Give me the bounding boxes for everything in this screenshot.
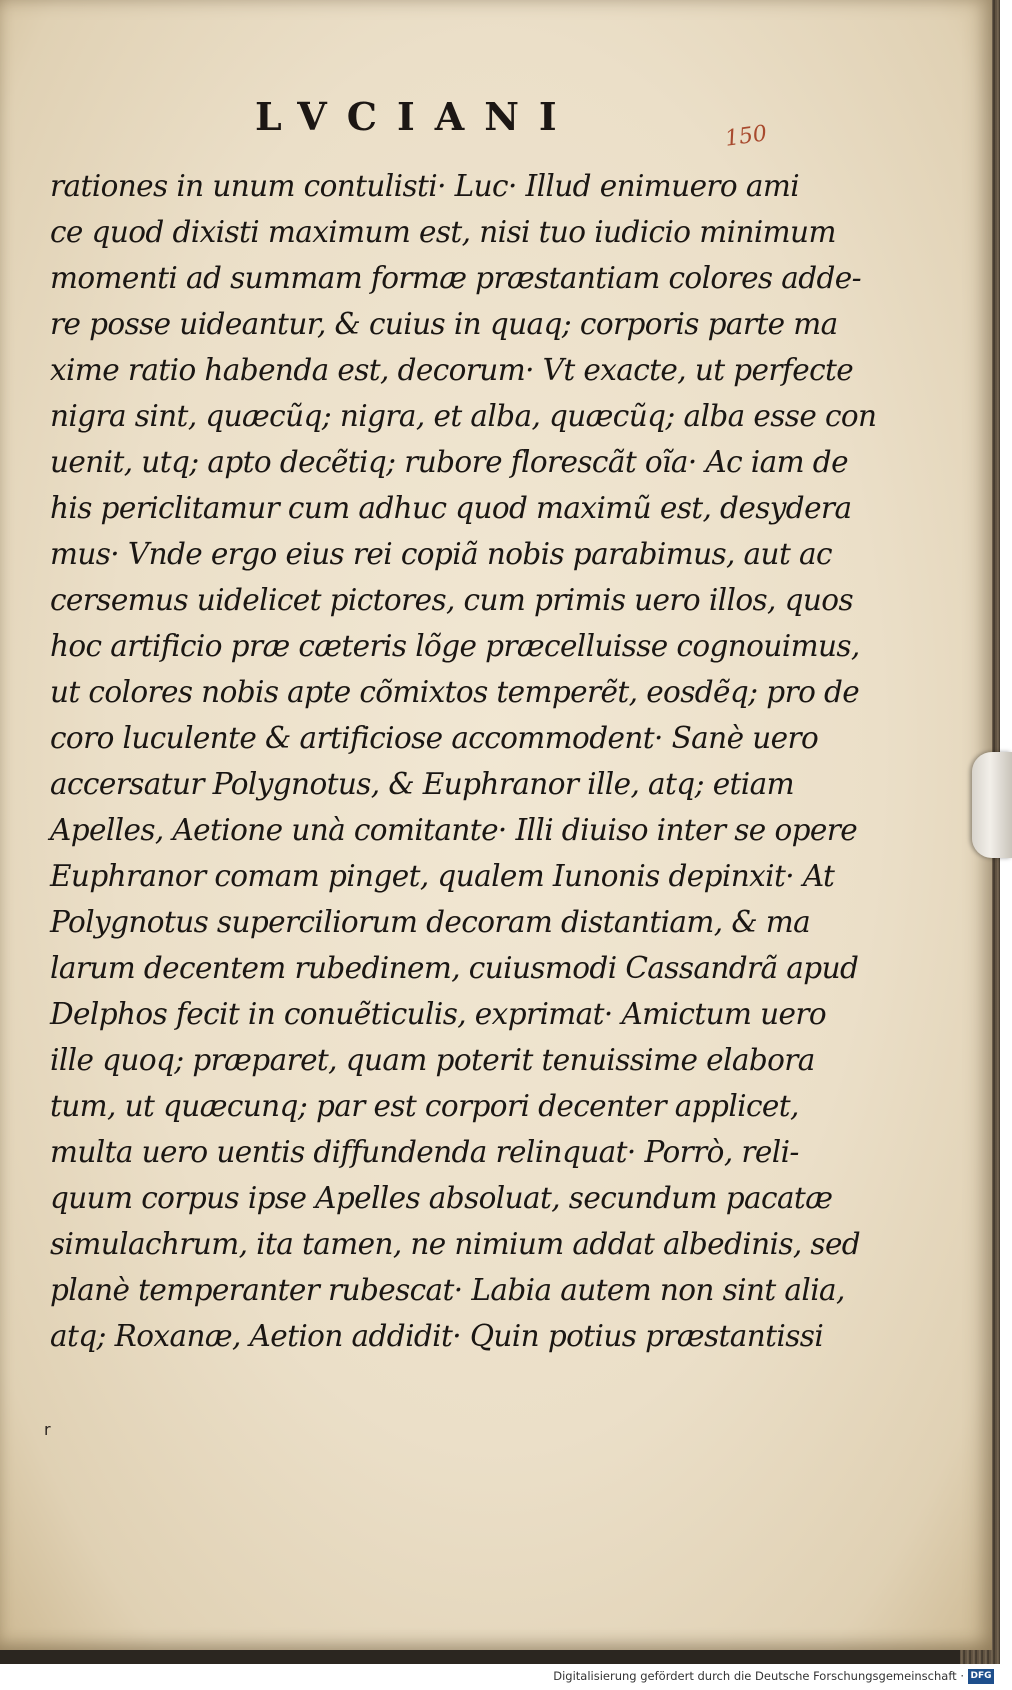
text-line: momenti ad summam formæ præstantiam colores adde- bbox=[50, 261, 862, 295]
text-line: Polygnotus superciliorum decoram distantiam, & ma bbox=[50, 905, 811, 939]
corner-mark: r bbox=[44, 1420, 51, 1439]
text-line: uenit, utq; apto decẽtiq; rubore florescãt oĩa· Ac iam de bbox=[50, 445, 848, 479]
text-line: Euphranor comam pinget, qualem Iunonis depinxit· At bbox=[50, 859, 835, 893]
text-line: hoc artificio præ cæteris lõge præcelluisse cognouimus, bbox=[50, 629, 860, 663]
text-line: planè temperanter rubescat· Labia autem non sint alia, bbox=[50, 1273, 845, 1307]
text-line: atq; Roxanæ, Aetion addidit· Quin potius præstantissi bbox=[50, 1319, 824, 1353]
text-block bbox=[50, 163, 877, 1359]
text-line: cersemus uidelicet pictores, cum primis uero illos, quos bbox=[50, 583, 853, 617]
text-line: larum decentem rubedinem, cuiusmodi Cassandrã apud bbox=[50, 951, 859, 985]
text-line: Delphos fecit in conuẽticulis, exprimat· Amictum uero bbox=[50, 997, 827, 1031]
text-line: rationes in unum contulisti· Luc· Illud enimuero ami bbox=[50, 169, 800, 203]
text-line: xime ratio habenda est, decorum· Vt exacte, ut perfecte bbox=[50, 353, 854, 387]
text-line: ille quoq; præparet, quam poterit tenuissime elabora bbox=[50, 1043, 815, 1077]
footer-bar bbox=[0, 1664, 1000, 1690]
text-line: ut colores nobis apte cõmixtos temperẽt, eosdẽq; pro de bbox=[50, 675, 860, 709]
text-line: accersatur Polygnotus, & Euphranor ille, atq; etiam bbox=[50, 767, 795, 801]
text-line: his periclitamur cum adhuc quod maximũ est, desydera bbox=[50, 491, 852, 525]
text-line: mus· Vnde ergo eius rei copiã nobis parabimus, aut ac bbox=[50, 537, 832, 571]
dfg-logo: DFG bbox=[968, 1669, 994, 1684]
text-line: coro luculente & artificiose accommodent· Sanè uero bbox=[50, 721, 819, 755]
text-line: ce quod dixisti maximum est, nisi tuo iudicio minimum bbox=[50, 215, 836, 249]
text-line: re posse uideantur, & cuius in quaq; corporis parte ma bbox=[50, 307, 838, 341]
text-line: tum, ut quæcunq; par est corpori decenter applicet, bbox=[50, 1089, 799, 1123]
text-line: simulachrum, ita tamen, ne nimium addat albedinis, sed bbox=[50, 1227, 861, 1261]
text-line: quum corpus ipse Apelles absoluat, secundum pacatæ bbox=[50, 1181, 833, 1215]
folio-number: 150 bbox=[723, 121, 769, 152]
funding-credit: Digitalisierung gefördert durch die Deutsche Forschungsgemeinschaft · bbox=[553, 1669, 964, 1683]
text-line: nigra sint, quæcũq; nigra, et alba, quæcũq; alba esse con bbox=[50, 399, 877, 433]
fore-edge-tab bbox=[972, 752, 1012, 858]
text-line: Apelles, Aetione unà comitante· Illi diuiso inter se opere bbox=[50, 813, 858, 847]
running-head: LVCIANI bbox=[255, 94, 577, 139]
text-line: multa uero uentis diffundenda relinquat· Porrò, reli- bbox=[50, 1135, 799, 1169]
